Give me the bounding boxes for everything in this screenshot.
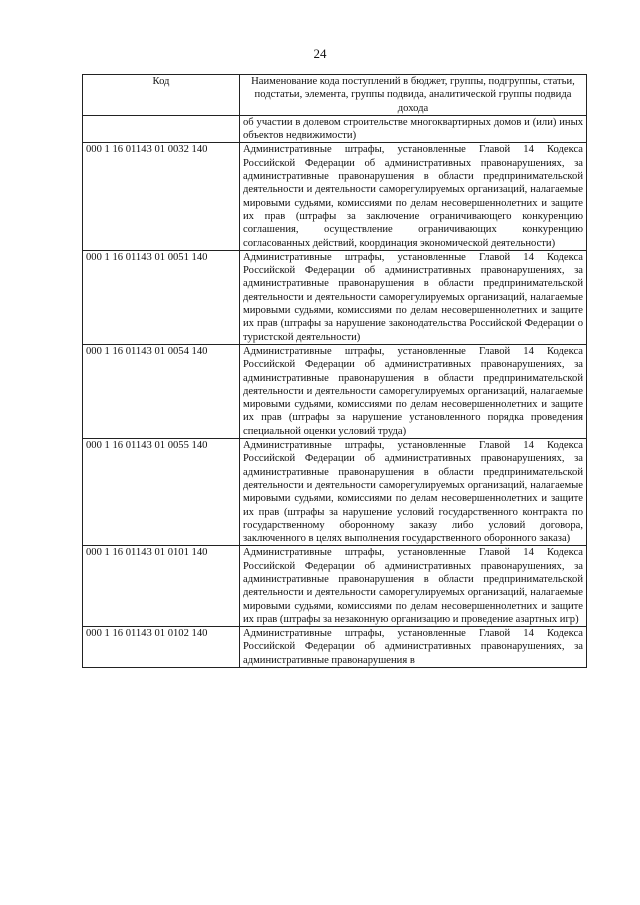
- table-row: [83, 115, 587, 143]
- table-row: [83, 439, 587, 546]
- header-name: Наименование кода поступлений в бюджет, группы, подгруппы, статьи, подстатьи, элемента, группы подвида, аналитической группы подвида дохода: [240, 75, 587, 116]
- row-code: 000 1 16 01143 01 0102 140: [83, 627, 240, 668]
- row-description: Административные штрафы, установленные Главой 14 Кодекса Российской Федерации об административных правонарушениях, за административные правонарушения в области предпринимательской деятельности и деятельности саморегулируемых организаций, налагаемые мировыми судьями, комиссиями по делам несовершеннолетних и защите их прав (штрафы за заключение ограничивающего конкуренцию соглашения, осуществление ограничивающих конкуренцию согласованных действий, координация экономической деятельности): [240, 143, 587, 250]
- row-description: Административные штрафы, установленные Главой 14 Кодекса Российской Федерации об административных правонарушениях, за административные правонарушения в области предпринимательской деятельности и деятельности саморегулируемых организаций, налагаемые мировыми судьями, комиссиями по делам несовершеннолетних и защите их прав (штрафы за нарушение условий государственного контракта по государственному оборонному заказу либо условий договора, заключенного в целях выполнения государственного оборонного заказа): [240, 439, 587, 546]
- revenue-codes-table: [82, 74, 587, 668]
- row-code: 000 1 16 01143 01 0055 140: [83, 439, 240, 546]
- row-description: Административные штрафы, установленные Главой 14 Кодекса Российской Федерации об административных правонарушениях, за административные правонарушения в области предпринимательской деятельности и деятельности саморегулируемых организаций, налагаемые мировыми судьями, комиссиями по делам несовершеннолетних и защите их прав (штрафы за незаконную организацию и проведение азартных игр): [240, 546, 587, 627]
- header-code: Код: [83, 75, 240, 116]
- table-row: [83, 627, 587, 668]
- row-description: Административные штрафы, установленные Главой 14 Кодекса Российской Федерации об административных правонарушениях, за административные правонарушения в: [240, 627, 587, 668]
- row-description: Административные штрафы, установленные Главой 14 Кодекса Российской Федерации об административных правонарушениях, за административные правонарушения в области предпринимательской деятельности и деятельности саморегулируемых организаций, налагаемые мировыми судьями, комиссиями по делам несовершеннолетних и защите их прав (штрафы за нарушение установленного порядка проведения специальной оценки условий труда): [240, 344, 587, 438]
- table-header-row: [83, 75, 587, 116]
- row-code: [83, 115, 240, 143]
- row-code: 000 1 16 01143 01 0101 140: [83, 546, 240, 627]
- row-description: Административные штрафы, установленные Главой 14 Кодекса Российской Федерации об административных правонарушениях, за административные правонарушения в области предпринимательской деятельности и деятельности саморегулируемых организаций, налагаемые мировыми судьями, комиссиями по делам несовершеннолетних и защите их прав (штрафы за нарушение законодательства Российской Федерации о туристской деятельности): [240, 250, 587, 344]
- row-code: 000 1 16 01143 01 0054 140: [83, 344, 240, 438]
- page-number: 24: [313, 46, 327, 61]
- table-row: [83, 546, 587, 627]
- row-code: 000 1 16 01143 01 0032 140: [83, 143, 240, 250]
- row-code: 000 1 16 01143 01 0051 140: [83, 250, 240, 344]
- table-row: [83, 143, 587, 250]
- row-description: об участии в долевом строительстве многоквартирных домов и (или) иных объектов недвижимости): [240, 115, 587, 143]
- table-row: [83, 250, 587, 344]
- table-row: [83, 344, 587, 438]
